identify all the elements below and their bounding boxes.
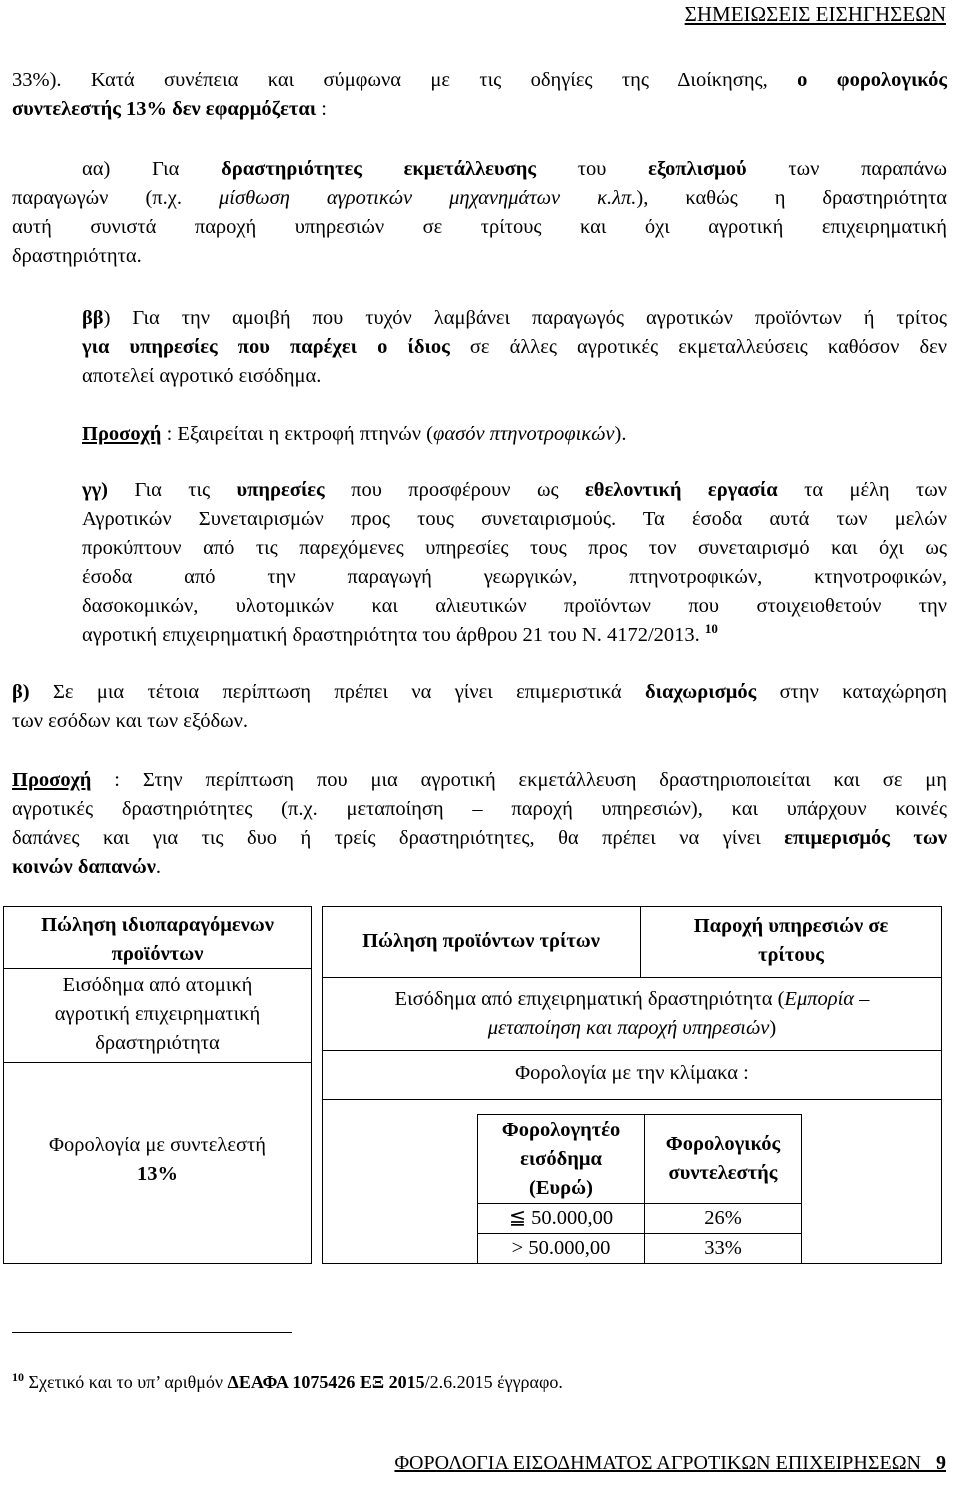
text: δασοκομικών, υλοτομικών και αλιευτικών προϊόντων που στοιχειοθετούν την: [82, 595, 947, 617]
note-exception: [82, 420, 947, 449]
text: σε άλλες αγροτικές εκμεταλλεύσεις καθόσον δεν: [449, 336, 947, 358]
rate-cell: 33%: [645, 1234, 802, 1264]
text: 33%). Κατά συνέπεια και σύμφωνα με τις οδηγίες της Διοίκησης,: [12, 69, 798, 91]
note-label: Προσοχή: [82, 423, 162, 445]
text: : Στην περίπτωση που μια αγροτική εκμετάλλευση δραστηριοποιείται και σε μη: [91, 769, 947, 791]
text: : Εξαιρείται η εκτροφή πτηνών (: [161, 423, 433, 445]
text-bold: εθελοντική εργασία: [584, 479, 778, 501]
text: 50.000,00: [523, 1237, 611, 1259]
text: ) Για την αμοιβή που τυχόν λαμβάνει παραγωγός αγροτικών προϊόντων ή τρίτος: [103, 307, 947, 329]
text-bold: επιμερισμός των: [784, 827, 947, 849]
text: των εσόδων και των εξόδων.: [12, 710, 249, 732]
text: δαπάνες και για τις δυο ή τρείς δραστηριότητες, θα πρέπει να γίνει: [12, 827, 785, 849]
paragraph-bb: [82, 304, 947, 391]
footnote: [12, 1372, 563, 1393]
note-shared-costs: [12, 766, 947, 882]
text-bold: γγ): [82, 479, 135, 501]
services-label: [640, 912, 942, 970]
text: Για τις: [134, 479, 237, 501]
divider: [322, 1050, 942, 1051]
text: του: [536, 158, 649, 180]
text: αυτή συνιστά παροχή υπηρεσιών σε τρίτους και όχι αγροτική επιχειρηματική: [12, 216, 947, 238]
text-bold: ΔΕΑΦΑ 1075426 ΕΞ 2015: [227, 1372, 425, 1392]
intro-paragraph: [12, 66, 947, 124]
text-italic: μίσθωση αγροτικών μηχανημάτων κ.λπ.: [218, 187, 637, 209]
text-bold: εξοπλισμού: [648, 158, 747, 180]
text-bold: ο φορολογικός: [797, 69, 948, 91]
divider: [322, 1099, 942, 1100]
text: έσοδα από την παραγωγή γεωργικών, πτηνοτροφικών, κτηνοτροφικών,: [82, 566, 947, 588]
table-row: [478, 1204, 802, 1234]
text: Σε μια τέτοια περίπτωση πρέπει να γίνει επιμεριστικά: [29, 681, 645, 703]
text: των παραπάνω: [746, 158, 947, 180]
text: Σχετικό και το υπ’ αριθμόν: [24, 1372, 228, 1392]
note-label: Προσοχή: [12, 769, 92, 791]
text: (Ευρώ): [529, 1176, 593, 1199]
text: ), καθώς η δραστηριότητα: [636, 187, 947, 209]
text: .: [155, 856, 162, 878]
text-bold: για υπηρεσίες που παρέχει ο ίδιος: [82, 336, 450, 358]
text: αγροτική επιχειρηματική δραστηριότητα του άρθρου 21 του Ν. 4172/2013.: [82, 624, 705, 646]
text-bold: δραστηριότητες εκμετάλλευσης: [221, 158, 537, 180]
text: αγροτικές δραστηριότητες (π.χ. μεταποίηση – παροχή υπηρεσιών), και υπάρχουν κοινές: [12, 798, 947, 820]
text: Πώληση ιδιοπαραγόμενων: [41, 914, 274, 936]
text: δραστηριότητα: [95, 1032, 220, 1054]
page-footer: [394, 1452, 946, 1475]
footnote-separator: [12, 1332, 292, 1333]
progressive-scale-label: Φορολογία με την κλίμακα :: [515, 1062, 749, 1084]
table-header-row: [478, 1115, 802, 1204]
text-bold: ββ: [82, 307, 104, 329]
text-bold: υπηρεσίες: [236, 479, 325, 501]
text: που προσφέρουν ως: [324, 479, 585, 501]
text: 50.000,00: [526, 1207, 614, 1229]
text-italic: Εμπορία –: [784, 988, 870, 1010]
business-income-label: [322, 985, 942, 1043]
income-cell: [478, 1204, 645, 1234]
text: παραγωγών (π.χ.: [12, 187, 219, 209]
text-bold: συντελεστής 13% δεν εφαρμόζεται: [12, 98, 317, 120]
text-italic: φασόν πτηνοτροφικών: [432, 423, 615, 445]
text: Εισόδημα από ατομική: [62, 974, 253, 996]
income-cell: [478, 1234, 645, 1264]
text-bold: β): [12, 681, 30, 703]
table-row: [478, 1234, 802, 1264]
text: Φορολογία με συντελεστή: [49, 1134, 266, 1156]
text: Φορολογικός: [665, 1133, 781, 1155]
text: εισόδημα: [520, 1147, 602, 1170]
text: :: [316, 98, 327, 120]
paragraph-gg: [82, 476, 947, 650]
text: τα μέλη των: [777, 479, 947, 501]
tax-scale-table: [477, 1114, 802, 1264]
text: ).: [614, 423, 627, 445]
page-number: 9: [936, 1452, 946, 1474]
flat-rate-label: [3, 1131, 312, 1189]
footnote-number: 10: [12, 1370, 24, 1384]
text: στην καταχώρηση: [756, 681, 947, 703]
individual-income-label: [3, 971, 312, 1058]
text: συντελεστής: [668, 1162, 778, 1184]
text: προϊόντων: [111, 943, 204, 965]
text: αγροτική επιχειρηματική: [54, 1003, 261, 1025]
text: δραστηριότητα.: [12, 245, 142, 267]
text: Αγροτικών Συνεταιρισμών προς τους συνεταιρισμούς. Τα έσοδα αυτά των μελών: [82, 508, 947, 530]
paragraph-aa-cont: [12, 184, 947, 271]
text: ): [769, 1017, 777, 1039]
text: /2.6.2015 έγγραφο.: [424, 1372, 563, 1392]
text: Φορολογητέο: [501, 1118, 621, 1141]
footer-title: ΦΟΡΟΛΟΓΙΑ ΕΙΣΟΔΗΜΑΤΟΣ ΑΓΡΟΤΙΚΩΝ ΕΠΙΧΕΙΡΗΣΕΩΝ: [394, 1452, 921, 1474]
text: Παροχή υπηρεσιών σε: [693, 915, 889, 937]
divider: [322, 977, 942, 978]
less-equal-symbol: ≦: [508, 1207, 527, 1229]
text: αποτελεί αγροτικό εισόδημα.: [82, 365, 322, 387]
greater-symbol: >: [511, 1237, 524, 1259]
divider: [3, 1062, 312, 1063]
own-sales-label: [3, 911, 312, 969]
paragraph-beta: [12, 678, 947, 736]
page-header: ΣΗΜΕΙΩΣΕΙΣ ΕΙΣΗΓΗΣΕΩΝ: [684, 2, 946, 26]
text: Για: [152, 158, 222, 180]
text: Εισόδημα από επιχειρηματική δραστηριότητα (: [394, 988, 785, 1010]
third-party-sales-label: Πώληση προϊόντων τρίτων: [362, 930, 600, 952]
paragraph-aa: [82, 155, 947, 184]
text-italic: μεταποίηση και παροχή υπηρεσιών: [487, 1017, 770, 1039]
rate-cell: 26%: [645, 1204, 802, 1234]
text: προκύπτουν από τις παρεχόμενες υπηρεσίες τους προς τον συνεταιρισμό και όχι ως: [82, 537, 947, 559]
text-bold: κοινών δαπανών: [12, 856, 156, 878]
income-header: [478, 1115, 645, 1204]
text-bold: 13%: [137, 1163, 178, 1185]
text: τρίτους: [758, 944, 824, 966]
rate-header: [645, 1115, 802, 1204]
text: αα): [82, 158, 153, 180]
footnote-ref[interactable]: 10: [704, 621, 718, 636]
text-bold: διαχωρισμός: [644, 681, 757, 703]
